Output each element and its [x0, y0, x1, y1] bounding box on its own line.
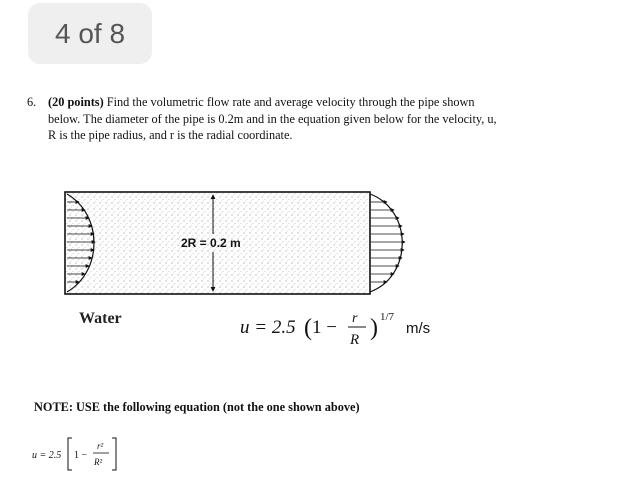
alternate-velocity-equation: [30, 432, 140, 476]
page-counter-text: 4 of 8: [54, 17, 126, 49]
velocity-eq-frac-den: R: [350, 332, 360, 348]
alt-eq-frac-den: R²: [94, 457, 103, 467]
outlet-velocity-profile: [370, 194, 405, 292]
problem-text: [48, 94, 588, 144]
velocity-eq-units: m/s: [406, 320, 431, 337]
velocity-equation: [240, 300, 460, 355]
velocity-eq-close-paren: ): [370, 315, 378, 341]
alt-eq-frac-num: r²: [97, 441, 104, 451]
problem-line-2: below. The diameter of the pipe is 0.2m and in the equation given below for the velocity, u,: [48, 111, 497, 126]
problem-line-1: Find the volumetric flow rate and average velocity through the pipe shown: [106, 95, 475, 109]
problem-points: (20 points): [48, 95, 104, 109]
diameter-label: 2R = 0.2 m: [181, 236, 241, 250]
alt-eq-lhs: u = 2.5: [32, 450, 62, 461]
alt-eq-left-bracket: [68, 438, 72, 470]
velocity-eq-open-paren: (: [304, 315, 312, 341]
alt-eq-one-minus: 1 −: [74, 450, 88, 461]
velocity-eq-frac-num: r: [352, 311, 358, 326]
problem-line-3: R is the pipe radius, and r is the radial coordinate.: [48, 128, 293, 142]
problem-number: 6.: [27, 95, 37, 109]
alt-eq-right-bracket: [112, 438, 116, 470]
pipe-diagram: [63, 190, 413, 296]
velocity-eq-one-minus: 1 −: [312, 317, 337, 338]
page-counter-badge: [28, 3, 152, 64]
fluid-label: Water: [79, 310, 122, 327]
note-text: NOTE: USE the following equation (not the one shown above): [34, 400, 360, 414]
velocity-eq-exponent: 1/7: [380, 311, 395, 323]
velocity-eq-lhs: u = 2.5: [240, 317, 296, 338]
